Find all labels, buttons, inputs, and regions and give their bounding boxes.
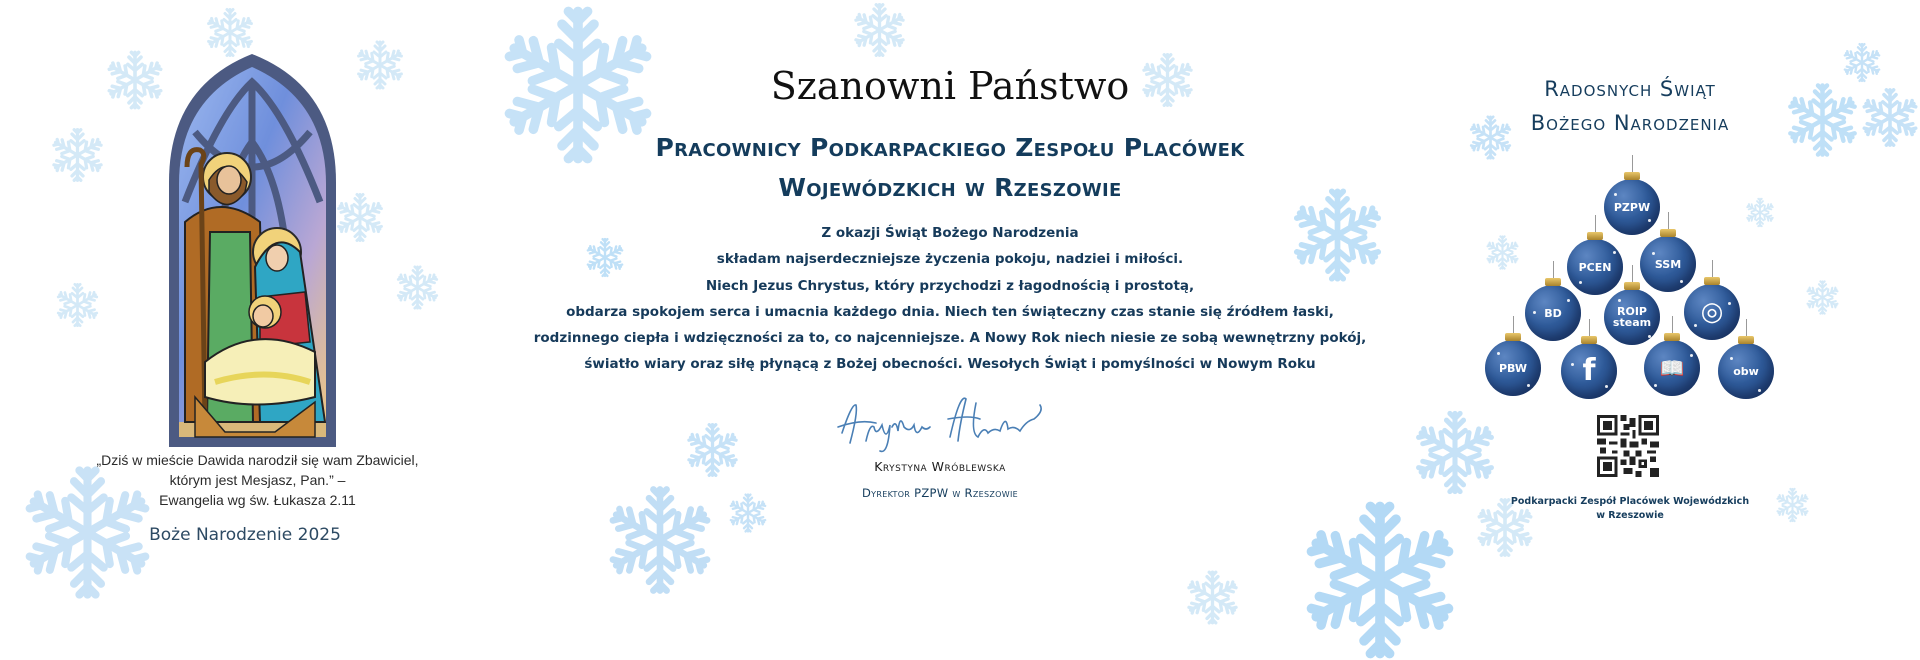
snowflake-icon — [1410, 410, 1500, 495]
snowflake-icon — [1300, 500, 1460, 660]
signer-name: Krystyna Wróblewska — [874, 459, 1006, 474]
title-line: Bożego Narodzenia — [1530, 111, 1730, 135]
bauble-pzpw[interactable] — [1604, 179, 1660, 235]
snowflake-icon — [852, 0, 907, 60]
snowflake-icon — [1805, 280, 1840, 315]
snowflake-icon — [1745, 195, 1775, 230]
snowflake-icon — [55, 280, 100, 330]
bauble-library[interactable] — [1644, 340, 1700, 396]
snowflake-icon — [728, 492, 768, 534]
snowflake-icon — [1775, 485, 1810, 525]
triangle-logo-icon: SSM — [1654, 257, 1682, 271]
bauble-ssm[interactable] — [1640, 236, 1696, 292]
bauble-pcen[interactable] — [1567, 239, 1623, 295]
snowflake-icon — [1860, 85, 1920, 150]
open-book-icon: 📖 — [1659, 356, 1685, 380]
wishes-line: składam najserdeczniejsze życzenia pokoju, nadziei i miłości. — [716, 251, 1184, 268]
snowflake-icon — [1842, 40, 1882, 85]
handwritten-signature — [830, 383, 1050, 458]
bauble-facebook[interactable] — [1561, 343, 1617, 399]
bauble-pbw[interactable] — [1485, 340, 1541, 396]
org-line: Pracownicy Podkarpackiego Zespołu Placówek — [655, 133, 1245, 162]
qr-code[interactable] — [1597, 415, 1659, 477]
snowflake-icon — [50, 125, 105, 185]
wishes-line: Z okazji Świąt Bożego Narodzenia — [821, 225, 1079, 241]
footer-line: Podkarpacki Zespół Placówek Wojewódzkich — [1510, 496, 1750, 507]
snowflake-icon — [1785, 80, 1860, 160]
wishes-line: Niech Jezus Chrystus, który przychodzi z łagodnością i prostotą, — [705, 277, 1195, 294]
signer-role: Dyrektor PZPW w Rzeszowie — [862, 486, 1018, 500]
christmas-greeting-title — [1480, 72, 1780, 140]
bauble-instagram[interactable] — [1684, 284, 1740, 340]
footer-line: w Rzeszowie — [1596, 510, 1664, 521]
wishes-paragraph — [480, 220, 1420, 378]
bauble-obw[interactable] — [1718, 343, 1774, 399]
quote-line: „Dziś w mieście Dawida narodził się wam Zbawiciel, — [96, 452, 419, 468]
snowflake-icon — [1185, 570, 1240, 625]
greeting-heading: Szanowni Państwo — [770, 64, 1130, 108]
snowflake-icon — [335, 185, 385, 250]
pbw-logo-icon: PBW — [1499, 361, 1527, 375]
snowflake-icon — [685, 420, 740, 480]
facebook-icon: f — [1582, 353, 1596, 388]
org-line: Wojewódzkich w Rzeszowie — [778, 173, 1122, 202]
wishes-line: obdarza spokojem serca i umacnia każdego dnia. Niech ten świąteczny czas stanie się źródłem łaski, — [566, 303, 1334, 320]
quote-source: Ewangelia wg św. Łukasza 2.11 — [159, 492, 356, 508]
snowflake-icon — [1485, 235, 1520, 270]
wishes-line: światło wiary oraz siłę płynącą z Bożej obecności. Wesołych Świąt i pomyślności w Nowym Roku — [584, 356, 1316, 373]
bauble-roip-steam[interactable] — [1604, 289, 1660, 345]
snowflake-icon — [355, 35, 405, 95]
nativity-stained-glass-image — [165, 52, 340, 447]
title-line: Radosnych Świąt — [1544, 77, 1716, 101]
bible-quote — [70, 450, 445, 510]
roip-steam-logo-icon: ROIP steam — [1612, 305, 1652, 329]
year-label: Boże Narodzenie 2025 — [149, 525, 341, 545]
instagram-icon: ◎ — [1700, 297, 1724, 327]
obw-logo-icon: obw — [1733, 364, 1759, 378]
bauble-bd[interactable] — [1525, 285, 1581, 341]
quote-line: którym jest Mesjasz, Pan.” – — [169, 472, 346, 488]
footer-organization — [1500, 495, 1760, 523]
book-pen-icon: PZPW — [1613, 200, 1651, 214]
wishes-line: rodzinnego ciepła i wdzięczności za to, co najcenniejsze. A Nowy Rok niech niesie ze sobą wewnętrzny pokój, — [533, 330, 1367, 347]
pcen-logo-icon: PCEN — [1578, 260, 1612, 274]
snowflake-icon — [395, 265, 440, 310]
snowflake-icon — [105, 45, 165, 115]
snowflake-icon — [605, 485, 715, 595]
organization-heading — [560, 128, 1340, 208]
bd-logo-icon: BD — [1544, 306, 1562, 320]
